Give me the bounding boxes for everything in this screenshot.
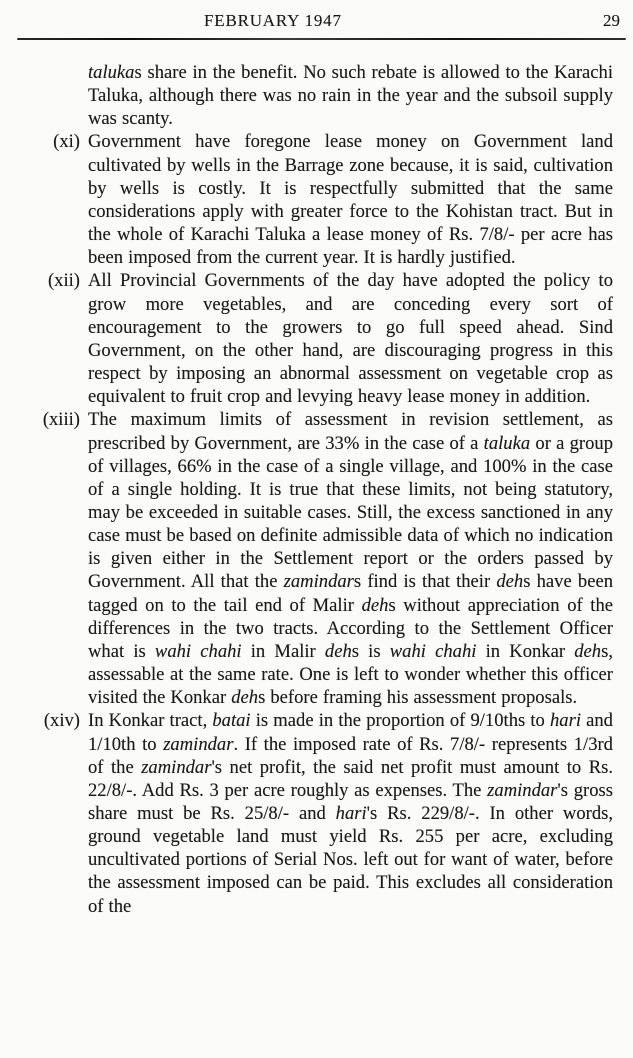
list-item-label: (xi) (53, 131, 80, 153)
paragraph (42, 408, 614, 709)
running-head: FEBRUARY 1947 (204, 11, 342, 30)
paragraph (88, 61, 613, 130)
paragraph (47, 269, 613, 408)
list-item-label: (xii) (47, 270, 80, 292)
page-body (42, 61, 614, 918)
header-rule (17, 38, 626, 40)
paragraph-text: All Provincial Governments of the day have adopted the policy to grow more vegetables, and are conceding every sort of encouragement to the growers to go full speed ahead. Sind Government, on the other hand, are discouraging progress in this respect by imposing an abnormal assessment on vegetable crop as equivalent to fruit crop and levying heavy lease money in addition. (88, 270, 613, 408)
paragraph-text: talukas share in the benefit. No such rebate is allowed to the Karachi Taluka, although there was no rain in the year and the subsoil supply was scanty. (88, 62, 613, 130)
paragraph-text: In Konkar tract, batai is made in the proportion of 9/10ths to hari and 1/10th to zamindar. If the imposed rate of Rs. 7/8/- represents 1/3rd of the zamindar's net profit, the said net profit must amount to Rs. 22/8/-. Add Rs. 3 per acre roughly as expenses. The zamindar's gross share must be Rs. 25/8/- and hari's Rs. 229/8/-. In other words, ground vegetable land must yield Rs. 255 per acre, excluding uncultivated portions of Serial Nos. left out for want of water, before the assessment imposed can be paid. This excludes all consideration of the (88, 710, 614, 917)
paragraph-text: Government have foregone lease money on Government land cultivated by wells in the Barrage zone because, it is said, cultivation by wells is costly. It is respectfully submitted that the same considerations apply with greater force to the Kohistan tract. But in the whole of Karachi Taluka a lease money of Rs. 7/8/- per acre has been imposed from the current year. It is hardly justified. (88, 131, 613, 269)
paragraph (53, 130, 613, 269)
paragraph-text: The maximum limits of assessment in revision settlement, as prescribed by Government, are 33% in the case of a taluka or a group of villages, 66% in the case of a single village, and 100% in the case of a single holding. It is true that these limits, not being statutory, may be exceeded in suitable cases. Still, the excess sanctioned in any case must be based on definite admissible data of which no indication is given either in the Settlement report or the orders passed by Government. All that the zamindars find is that their dehs have been tagged on to the tail end of Malir dehs without appreciation of the differences in the two tracts. According to the Settlement Officer what is wahi chahi in Malir dehs is wahi chahi in Konkar dehs, assessable at the same rate. One is left to wonder whether this officer visited the Konkar dehs before framing his assessment proposals. (88, 409, 614, 709)
page-number: 29 (603, 11, 620, 30)
list-item-label: (xiv) (43, 710, 80, 732)
list-item-label: (xiii) (42, 409, 80, 431)
paragraph (43, 709, 614, 917)
